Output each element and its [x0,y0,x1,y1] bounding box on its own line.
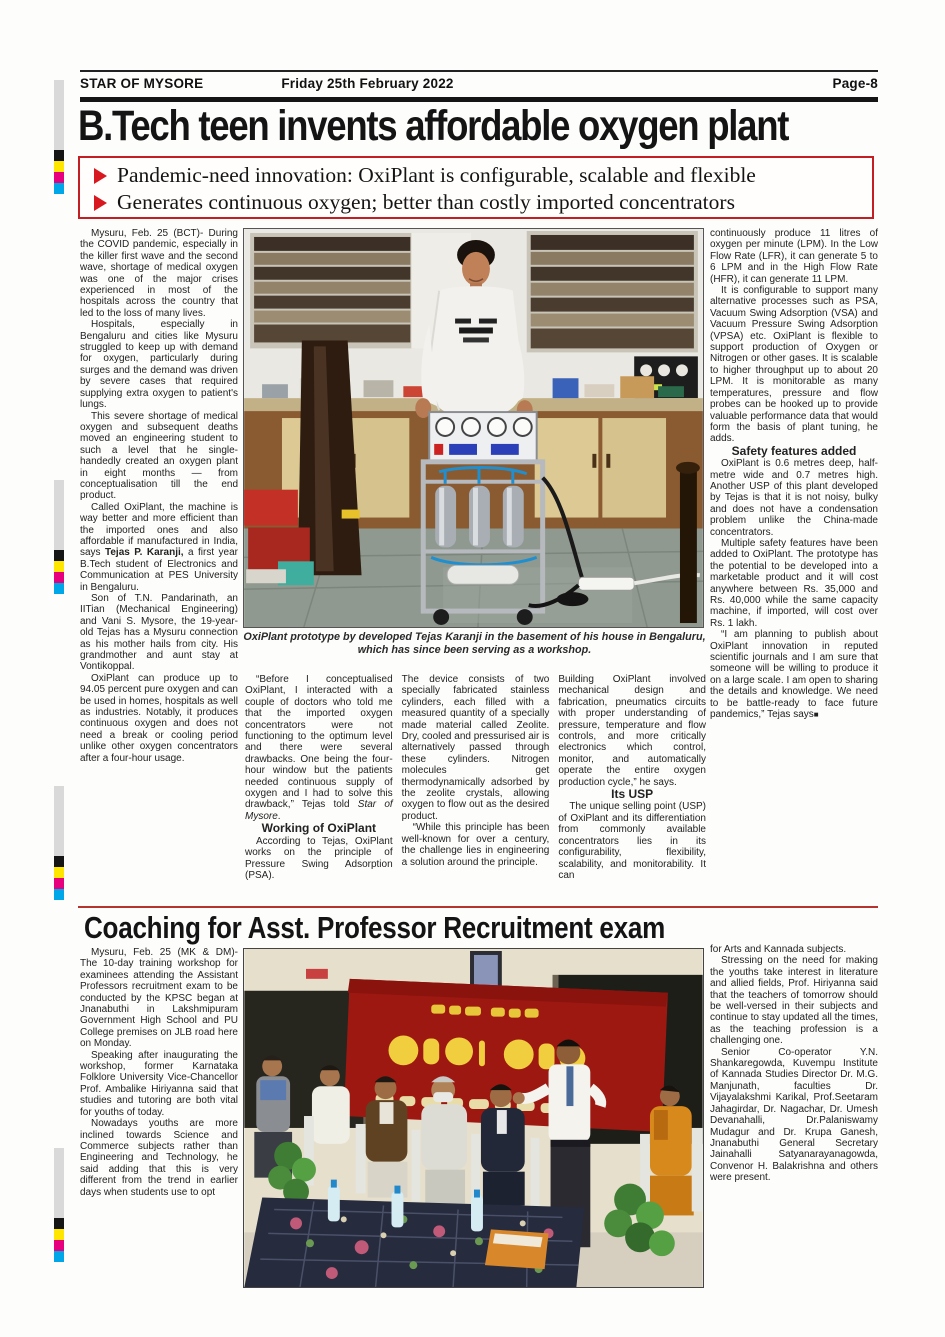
paragraph: According to Tejas, OxiPlant works on the principle of Pressure Swing Adsorption (PSA). [245,835,393,881]
paragraph: Speaking after inaugurating the workshop, former Karnataka Folklore University Vice-Chancellor Prof. Ambalike Hiriyanna said that studies and tutoring are both vital for youths of today. [80,1049,238,1118]
article1-column2 [245,674,393,881]
arrow-bullet-icon [94,195,107,211]
registration-marks [54,1148,64,1262]
paragraph: OxiPlant can produce up to 94.05 percent pure oxygen and can be used in homes, hospitals as well as industries. Notably, it produces continuous oxygen and does not need a break or cooling period unlike other oxygen concentrators after a four-hour usage. [80,672,238,764]
newspaper-title: STAR OF MYSORE [80,76,204,91]
article1-mid-columns [245,674,706,881]
highlight-bullet: Generates continuous oxygen; better than costly imported concentrators [94,189,862,216]
page-number: Page-8 [832,76,878,91]
top-rule [80,70,878,72]
article1-column3 [402,674,550,881]
paragraph: continuously produce 11 litres of oxygen per minute (LPM). In the Low Flow Rate (LFR), it can generate 5 to 6 LPM and in the High Flow Rate (HFR), it can generate 11 LPM. [710,228,878,285]
paragraph: “I am planning to publish about OxiPlant innovation in reputed scientific journals and I am sure that someone will be willing to produce it on a large scale. I am open to sharing the details and knowledge. We need to be battle-ready to face future pandemics,” Tejas says■ [710,629,878,721]
end-of-story-mark: ■ [813,710,819,720]
paragraph: It is configurable to support many alternative processes such as PSA, Vacuum Swing Adsorption (VSA) and Vacuum Pressure Swing Adsorption (VPSA) etc. OxiPlant is flexible to support production of Oxygen or Nitrogen or other gases. It is scalable to higher throughput up to about 20 LPM. It is monitorable as many temperatures, pressure and flow probes can be hooked up to provide valuable performance data that would form the basis of plant tuning, he adds. [710,285,878,445]
paragraph: Senior Co-operator Y.N. Shankaregowda, Kuvempu Institute of Kannada Studies Director Dr. M.G. Manjunath, faculties Dr. Vijayalakshmi Karikal, Prof.Seetaram Jahagirdar, Dr. Nagachar, Dr. Umesh Devanahalli, Dr.Palaniswamy Mudagur and Dr. Krupa Ganesh, Jnanabuthi General Secretary Jainahalli Satyanarayanagowda, Convenor H. Balakrishna and others were present. [710,1046,878,1184]
event-photo [243,948,704,1288]
folder [485,1229,549,1269]
paragraph: Hospitals, especially in Bengaluru and cities like Mysuru struggled to keep up with demand for oxygen, particularly during surges and the demand was driven by severe cases that required supplying extra oxygen to patient's lungs. [80,319,238,411]
paragraph: The unique selling point (USP) of OxiPlant and its differentiation from commonly available concentrators lies in its configurability, flexibility, scalability, and monitorability. It can [558,801,706,881]
paragraph: “While this principle has been well-known for over a century, the challenge lies in engineering a solution around the principle. [401,822,550,868]
subhead-safety-features: Safety features added [731,443,857,458]
article1-column4 [558,674,706,881]
registration-marks [54,80,64,194]
paragraph: for Arts and Kannada subjects. [710,944,847,955]
registration-marks [54,480,64,594]
article2-right-column [710,944,878,1184]
masthead [80,76,878,91]
paragraph: Son of T.N. Pandarinath, an IITian (Mechanical Engineering) and Vani S. Mysore, the 19-year-old Tejas has a Mysuru connection as his mother hails from city. His grandmother and aunt stay at Vontikoppal. [80,593,238,673]
issue-date: Friday 25th February 2022 [281,76,454,91]
window-blinds-right [527,231,698,352]
article-divider-rule [78,906,878,908]
paragraph: Mysuru, Feb. 25 (BCT)- During the COVID pandemic, especially in the killer first wave and the second wave, shortage of medical oxygen was one of the major crises experienced in most of the hospitals across the country that led to the loss of many lives. [80,228,238,319]
workshop-photo [243,228,704,628]
registration-marks [54,786,64,900]
arrow-bullet-icon [94,168,107,184]
paragraph: Mysuru, Feb. 25 (MK & DM)- The 10-day training workshop for examinees attending the Assistant Professors recruitment exam to be conducted by the KPSC began at Jnanabuthi in Lakshmipuram Government High School and PU College premises on JLB road here on Monday. [80,947,238,1050]
article1-left-column [80,228,238,764]
article2-left-column [80,947,238,1198]
paragraph: Called OxiPlant, the machine is way better and more efficient than the imported ones and also affordable if manufactured in India, says Tejas P. Karanji, a first year B.Tech student of Electronics and Communication at PES University in Bengaluru. [80,501,238,593]
paragraph: Building OxiPlant involved mechanical design and fabrication, pneumatics circuits with proper understanding of pressure, temperature and flow controls, and more critically electronics which control, monitor, and automatically operate the entire oxygen production cycle,” he says. [558,674,706,788]
paragraph: Stressing on the need for making the youths take interest in literature and allied fields, Prof. Hiriyanna said that the teachers of tomorrow should be well-versed in their subjects and continue to stay updated all the times, as the teaching profession is a challenging one. [710,955,878,1047]
highlight-bullet: Pandemic-need innovation: OxiPlant is configurable, scalable and flexible [94,162,862,189]
paragraph: “Before I conceptualised OxiPlant, I interacted with a couple of doctors who told me that the imported oxygen concentrators were not functioning to the optimum level and there were several drawbacks. One being the four-hour window but the patients needed continuous supply of oxygen and I had to solve this drawback,” Tejas told Star of Mysore. [245,674,393,822]
subhead-its-usp: Its USP [611,787,654,802]
subhead-working-of-oxiplant: Working of OxiPlant [261,821,377,836]
article2-photo-block [243,948,706,1288]
paragraph: Multiple safety features have been added to OxiPlant. The prototype has the potential to be developed into a marketable product and it will cost anywhere between Rs. 35,000 and Rs. 40,000 while the same capacity machine, if imported, will cost over Rs. 1 lakh. [710,537,878,629]
person-name: Tejas P. Karanji, [105,547,184,559]
publication-name: Star of Mysore [245,799,393,822]
paragraph: This severe shortage of medical oxygen and subsequent deaths moved an engineering student to such a level that he single-handedly created an oxygen plant in eight months — from conceptualisation till the end product. [80,410,238,502]
wall-switchboard [306,969,328,979]
article1-right-column [710,228,878,720]
paragraph: The device consists of two specially fabricated stainless cylinders, each filled with a measured quantity of a specially made material called Zeolite. Dry, cooled and pressurised air is alternatively passed through these cylinders. Nitrogen molecules get thermodynamically adsorbed by the zeolite crystals, allowing oxygen to flow out as the desired product. [401,674,550,822]
article1-photo-block [243,228,706,657]
cylinders [435,486,524,548]
paragraph: Nowadays youths are more inclined towards Science and Commerce subjects rather than Engineering and Technology, he said adding that this is very different from the trend in earlier days when students use to opt [80,1118,238,1198]
photo-caption: OxiPlant prototype by developed Tejas Karanji in the basement of his house in Bengaluru, which has since been serving as a workshop. [243,631,706,656]
article2-headline: Coaching for Asst. Professor Recruitment exam [84,910,665,945]
highlight-box [78,156,874,219]
article1-headline: B.Tech teen invents affordable oxygen plant [78,102,789,150]
paragraph: OxiPlant is 0.6 metres deep, half-metre wide and 0.7 metres high. Another USP of this plant developed by Tejas is that it is not noisy, bulky and does not have a condensation problem unlike the China-made concentrators. [710,458,878,538]
